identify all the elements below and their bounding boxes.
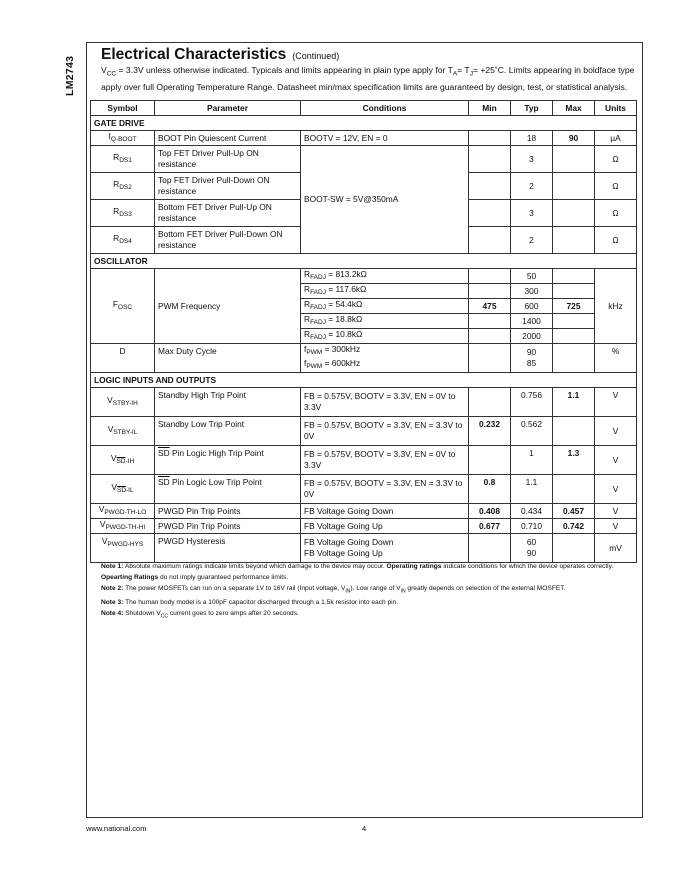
table-row xyxy=(91,446,637,475)
col-parameter: Parameter xyxy=(155,101,301,116)
max-cell xyxy=(553,269,595,284)
units-cell: V xyxy=(595,388,637,417)
max-cell xyxy=(553,173,595,200)
parameter-cell: Top FET Driver Pull-Up ON resistance xyxy=(155,146,301,173)
section-title xyxy=(101,46,339,64)
max-cell xyxy=(553,146,595,173)
col-max: Max xyxy=(553,101,595,116)
symbol-cell: $R_{DS1}$ xyxy=(91,146,155,173)
conditions-cell: $R_{FADJ} = 117.6k\Omega$ xyxy=(301,284,469,299)
footer-page-number: 4 xyxy=(362,824,367,833)
part-number-side-label: LM2743 xyxy=(64,55,76,96)
min-cell: 475 xyxy=(469,299,511,314)
max-cell: 0.742 xyxy=(553,519,595,534)
symbol-cell: $R_{DS2}$ xyxy=(91,173,155,200)
conditions-cell: FB = 0.575V, BOOTV = 3.3V, EN = 3.3V to 0V xyxy=(301,475,469,504)
min-cell xyxy=(469,131,511,146)
typ-cell: 90 85 xyxy=(511,344,553,373)
parameter-cell: BOOT Pin Quiescent Current xyxy=(155,131,301,146)
max-cell: 90 xyxy=(553,131,595,146)
max-cell xyxy=(553,344,595,373)
typ-cell: 2000 xyxy=(511,329,553,344)
min-cell: 0.408 xyxy=(469,504,511,519)
units-cell: μA xyxy=(595,131,637,146)
symbol-cell: $V_{PWGD-TH-HI}$ xyxy=(91,519,155,534)
table-row xyxy=(91,534,637,563)
typ-cell: 1.1 xyxy=(511,475,553,504)
symbol-cell: $F_{OSC}$ xyxy=(91,269,155,344)
table-header-row xyxy=(91,101,637,116)
typ-cell: 50 xyxy=(511,269,553,284)
conditions-cell: FB Voltage Going Up xyxy=(301,519,469,534)
notes-section xyxy=(101,562,633,623)
units-cell: Ω xyxy=(595,200,637,227)
symbol-cell: $R_{DS3}$ xyxy=(91,200,155,227)
max-cell xyxy=(553,227,595,254)
min-cell xyxy=(469,146,511,173)
conditions-cell: FB = 0.575V, BOOTV = 3.3V, EN = 0V to 3.3V xyxy=(301,446,469,475)
typ-cell: 0.710 xyxy=(511,519,553,534)
typ-cell: 3 xyxy=(511,200,553,227)
min-cell: 0.677 xyxy=(469,519,511,534)
symbol-cell: $V_{\overline{SD}-IL}$ xyxy=(91,475,155,504)
conditions-cell: FB = 0.575V, BOOTV = 3.3V, EN = 3.3V to 0V xyxy=(301,417,469,446)
typ-cell: 0.434 xyxy=(511,504,553,519)
units-cell: Ω xyxy=(595,227,637,254)
min-cell xyxy=(469,344,511,373)
parameter-cell: Standby Low Trip Point xyxy=(155,417,301,446)
conditions-cell: FB Voltage Going Down FB Voltage Going Up xyxy=(301,534,469,563)
max-cell: 1.3 xyxy=(553,446,595,475)
symbol-cell: $R_{DS4}$ xyxy=(91,227,155,254)
min-cell xyxy=(469,284,511,299)
intro-paragraph: $V_{CC} = 3.3V$ unless otherwise indicated. Typicals and limits appearing in plain type apply for $T_A= T_J=$ +25˚C. Limits appearing in boldface type apply over full Operating Temperature Range. Datasheet min/max specification limits are guaranteed by design, test, or statistical analysis. xyxy=(101,65,635,92)
max-cell xyxy=(553,200,595,227)
symbol-cell: $V_{STBY-IH}$ xyxy=(91,388,155,417)
min-cell: 0.232 xyxy=(469,417,511,446)
section-logic-inputs-outputs: LOGIC INPUTS AND OUTPUTS xyxy=(91,373,637,388)
max-cell xyxy=(553,534,595,563)
max-cell xyxy=(553,475,595,504)
units-cell: kHz xyxy=(595,269,637,344)
units-cell: V xyxy=(595,475,637,504)
conditions-cell-shared: BOOT-SW = 5V@350mA xyxy=(301,146,469,254)
typ-cell: 1 xyxy=(511,446,553,475)
typ-cell: 0.756 xyxy=(511,388,553,417)
typ-cell: 300 xyxy=(511,284,553,299)
note-2: Note 2: The power MOSFETs can run on a separate 1V to 16V rail (Input voltage, $V_{IN}$). Low range of $V_{IN}$ greatly depends on selection of the external MOSFET. xyxy=(101,585,566,595)
max-cell xyxy=(553,314,595,329)
min-cell xyxy=(469,173,511,200)
table-row xyxy=(91,388,637,417)
col-conditions: Conditions xyxy=(301,101,469,116)
typ-cell: 2 xyxy=(511,227,553,254)
units-cell: mV xyxy=(595,534,637,563)
col-min: Min xyxy=(469,101,511,116)
units-cell: V xyxy=(595,504,637,519)
max-cell: 1.1 xyxy=(553,388,595,417)
min-cell xyxy=(469,446,511,475)
col-typ: Typ xyxy=(511,101,553,116)
note-4: Note 4: Shutdown $V_{CC}$ current goes to zero amps after 20 seconds. xyxy=(101,610,299,620)
parameter-cell: PWGD Pin Trip Points xyxy=(155,504,301,519)
parameter-cell: Bottom FET Driver Pull-Down ON resistance xyxy=(155,227,301,254)
parameter-cell: Max Duty Cycle xyxy=(155,344,301,373)
conditions-cell: FB Voltage Going Down xyxy=(301,504,469,519)
parameter-cell: $\overline{SD}$ Pin Logic Low Trip Point xyxy=(155,475,301,504)
min-cell xyxy=(469,534,511,563)
table-row xyxy=(91,131,637,146)
typ-cell: 3 xyxy=(511,146,553,173)
symbol-cell: D xyxy=(91,344,155,373)
min-cell xyxy=(469,329,511,344)
electrical-characteristics-table xyxy=(90,100,637,563)
typ-cell: 2 xyxy=(511,173,553,200)
max-cell: 725 xyxy=(553,299,595,314)
units-cell: V xyxy=(595,519,637,534)
symbol-cell: $I_{Q-BOOT}$ xyxy=(91,131,155,146)
section-gate-drive: GATE DRIVE xyxy=(91,116,637,131)
min-cell xyxy=(469,269,511,284)
parameter-cell: Bottom FET Driver Pull-Up ON resistance xyxy=(155,200,301,227)
table-row xyxy=(91,519,637,534)
footer-website: www.national.com xyxy=(86,824,147,833)
typ-cell: 600 xyxy=(511,299,553,314)
min-cell xyxy=(469,388,511,417)
units-cell: % xyxy=(595,344,637,373)
symbol-cell: $V_{\overline{SD}-IH}$ xyxy=(91,446,155,475)
parameter-cell: PWM Frequency xyxy=(155,269,301,344)
parameter-cell: PWGD Pin Trip Points xyxy=(155,519,301,534)
min-cell xyxy=(469,227,511,254)
col-units: Units xyxy=(595,101,637,116)
typ-cell: 18 xyxy=(511,131,553,146)
max-cell xyxy=(553,329,595,344)
conditions-cell: $R_{FADJ} = 54.4k\Omega$ xyxy=(301,299,469,314)
col-symbol: Symbol xyxy=(91,101,155,116)
conditions-cell: $f_{PWM} = 300kHz$ $f_{PWM} = 600kHz$ xyxy=(301,344,469,373)
table-row xyxy=(91,504,637,519)
conditions-cell: BOOTV = 12V, EN = 0 xyxy=(301,131,469,146)
min-cell: 0.8 xyxy=(469,475,511,504)
symbol-cell: $V_{PWGD-TH-LO}$ xyxy=(91,504,155,519)
max-cell xyxy=(553,417,595,446)
conditions-cell: $R_{FADJ} = 18.8k\Omega$ xyxy=(301,314,469,329)
typ-cell: 1400 xyxy=(511,314,553,329)
table-row xyxy=(91,269,637,284)
note-1: Note 1: Absolute maximum ratings indicate limits beyond which damage to the device may occur. Operating ratings indicate conditions for which the device operates correctly. Opearting Ratings do not imply guaranteed performance limits. xyxy=(101,563,614,581)
conditions-cell: FB = 0.575V, BOOTV = 3.3V, EN = 0V to 3.3V xyxy=(301,388,469,417)
max-cell xyxy=(553,284,595,299)
typ-cell: 0.562 xyxy=(511,417,553,446)
units-cell: Ω xyxy=(595,146,637,173)
note-3: Note 3: The human body model is a 100pF capacitor discharged through a 1.5k resistor into each pin. xyxy=(101,598,399,606)
table-row xyxy=(91,146,637,173)
min-cell xyxy=(469,314,511,329)
table-row xyxy=(91,344,637,373)
units-cell: V xyxy=(595,446,637,475)
table-row xyxy=(91,475,637,504)
table-row xyxy=(91,417,637,446)
continued-label: (Continued) xyxy=(292,51,340,61)
symbol-cell: $V_{STBY-IL}$ xyxy=(91,417,155,446)
conditions-cell: $R_{FADJ} = 10.8k\Omega$ xyxy=(301,329,469,344)
max-cell: 0.457 xyxy=(553,504,595,519)
section-oscillator: OSCILLATOR xyxy=(91,254,637,269)
title-text: Electrical Characteristics xyxy=(101,46,287,63)
parameter-cell: Standby High Trip Point xyxy=(155,388,301,417)
parameter-cell: Top FET Driver Pull-Down ON resistance xyxy=(155,173,301,200)
parameter-cell: $\overline{SD}$ Pin Logic High Trip Point xyxy=(155,446,301,475)
conditions-cell: $R_{FADJ} = 813.2k\Omega$ xyxy=(301,269,469,284)
symbol-cell: $V_{PWGD-HYS}$ xyxy=(91,534,155,563)
parameter-cell: PWGD Hysteresis xyxy=(155,534,301,563)
min-cell xyxy=(469,200,511,227)
units-cell: Ω xyxy=(595,173,637,200)
units-cell: V xyxy=(595,417,637,446)
typ-cell: 60 90 xyxy=(511,534,553,563)
